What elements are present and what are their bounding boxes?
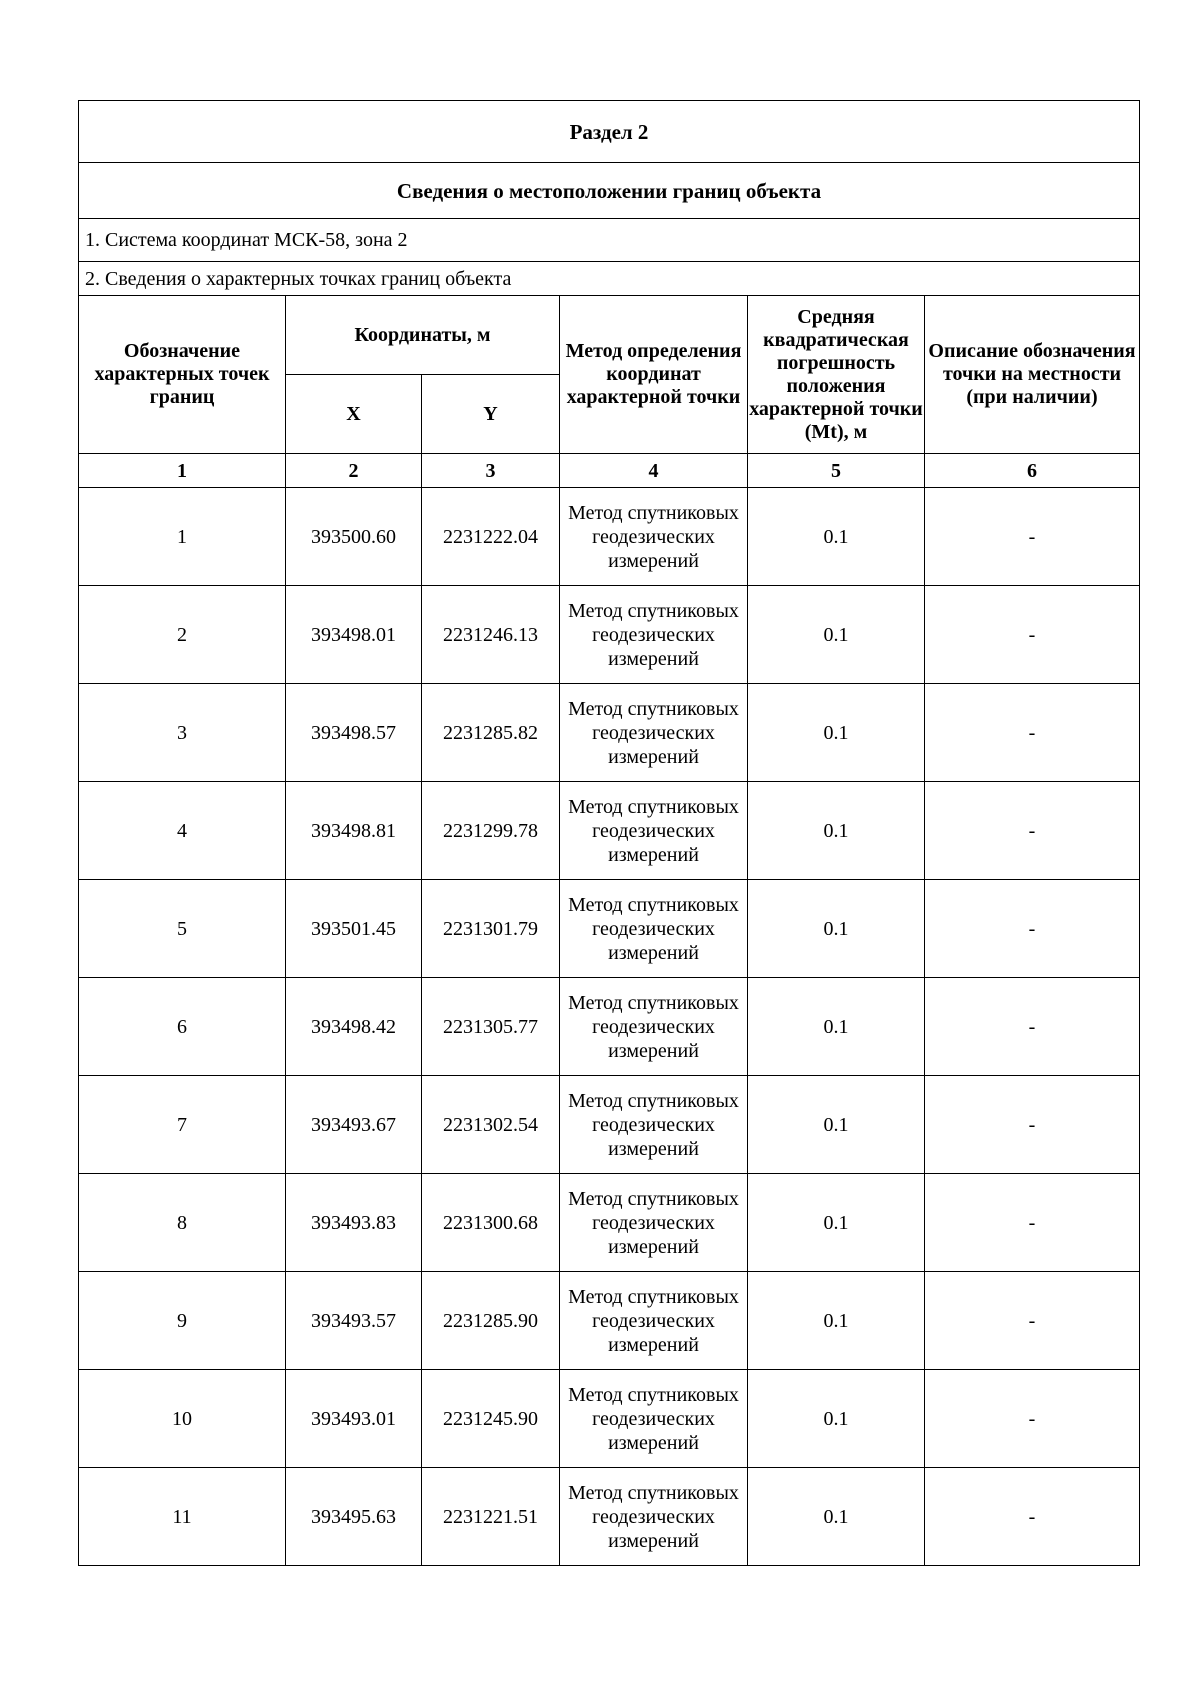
- section-subtitle: Сведения о местоположении границ объекта: [79, 163, 1140, 219]
- column-number: 6: [925, 454, 1140, 488]
- description-cell: -: [925, 1468, 1140, 1566]
- description-cell: -: [925, 488, 1140, 586]
- x-coordinate-cell: 393493.67: [286, 1076, 422, 1174]
- points-info-line: 2. Сведения о характерных точках границ объекта: [79, 262, 1140, 296]
- method-cell: Метод спутниковых геодезических измерений: [560, 1076, 748, 1174]
- table-row: [79, 978, 1140, 1076]
- y-coordinate-cell: 2231221.51: [422, 1468, 560, 1566]
- header-x: X: [286, 375, 422, 454]
- point-number-cell: 7: [79, 1076, 286, 1174]
- header-coordinates: Координаты, м: [286, 296, 560, 375]
- coordinate-system-line: 1. Система координат МСК-58, зона 2: [79, 219, 1140, 262]
- column-number: 4: [560, 454, 748, 488]
- error-cell: 0.1: [748, 586, 925, 684]
- table-row: [79, 586, 1140, 684]
- method-cell: Метод спутниковых геодезических измерений: [560, 488, 748, 586]
- header-designation: Обозначение характерных точек границ: [79, 296, 286, 454]
- table-row: [79, 1468, 1140, 1566]
- y-coordinate-cell: 2231245.90: [422, 1370, 560, 1468]
- y-coordinate-cell: 2231222.04: [422, 488, 560, 586]
- y-coordinate-cell: 2231300.68: [422, 1174, 560, 1272]
- method-cell: Метод спутниковых геодезических измерений: [560, 1370, 748, 1468]
- description-cell: -: [925, 782, 1140, 880]
- point-number-cell: 4: [79, 782, 286, 880]
- method-cell: Метод спутниковых геодезических измерений: [560, 1468, 748, 1566]
- table-row: [79, 1174, 1140, 1272]
- error-cell: 0.1: [748, 1076, 925, 1174]
- x-coordinate-cell: 393498.01: [286, 586, 422, 684]
- error-cell: 0.1: [748, 1174, 925, 1272]
- header-description: Описание обозначения точки на местности (при наличии): [925, 296, 1140, 454]
- table-row: [79, 880, 1140, 978]
- point-number-cell: 1: [79, 488, 286, 586]
- point-number-cell: 6: [79, 978, 286, 1076]
- y-coordinate-cell: 2231301.79: [422, 880, 560, 978]
- x-coordinate-cell: 393493.01: [286, 1370, 422, 1468]
- point-number-cell: 2: [79, 586, 286, 684]
- x-coordinate-cell: 393493.57: [286, 1272, 422, 1370]
- column-number: 1: [79, 454, 286, 488]
- description-cell: -: [925, 1174, 1140, 1272]
- column-number: 3: [422, 454, 560, 488]
- header-error: Средняя квадратическая погрешность положения характерной точки (Mt), м: [748, 296, 925, 454]
- y-coordinate-cell: 2231305.77: [422, 978, 560, 1076]
- description-cell: -: [925, 1272, 1140, 1370]
- y-coordinate-cell: 2231285.90: [422, 1272, 560, 1370]
- table-row: [79, 782, 1140, 880]
- error-cell: 0.1: [748, 1468, 925, 1566]
- description-cell: -: [925, 978, 1140, 1076]
- error-cell: 0.1: [748, 684, 925, 782]
- point-number-cell: 11: [79, 1468, 286, 1566]
- description-cell: -: [925, 586, 1140, 684]
- point-number-cell: 10: [79, 1370, 286, 1468]
- y-coordinate-cell: 2231299.78: [422, 782, 560, 880]
- method-cell: Метод спутниковых геодезических измерений: [560, 586, 748, 684]
- point-number-cell: 3: [79, 684, 286, 782]
- column-number: 5: [748, 454, 925, 488]
- error-cell: 0.1: [748, 782, 925, 880]
- x-coordinate-cell: 393501.45: [286, 880, 422, 978]
- error-cell: 0.1: [748, 978, 925, 1076]
- description-cell: -: [925, 880, 1140, 978]
- y-coordinate-cell: 2231285.82: [422, 684, 560, 782]
- table-row: [79, 1076, 1140, 1174]
- description-cell: -: [925, 1076, 1140, 1174]
- x-coordinate-cell: 393500.60: [286, 488, 422, 586]
- y-coordinate-cell: 2231302.54: [422, 1076, 560, 1174]
- error-cell: 0.1: [748, 880, 925, 978]
- method-cell: Метод спутниковых геодезических измерений: [560, 978, 748, 1076]
- x-coordinate-cell: 393493.83: [286, 1174, 422, 1272]
- boundary-table: [78, 100, 1140, 1566]
- document-page: [78, 100, 1139, 1566]
- method-cell: Метод спутниковых геодезических измерений: [560, 1174, 748, 1272]
- error-cell: 0.1: [748, 1370, 925, 1468]
- table-row: [79, 488, 1140, 586]
- header-method: Метод определения координат характерной точки: [560, 296, 748, 454]
- description-cell: -: [925, 684, 1140, 782]
- x-coordinate-cell: 393498.42: [286, 978, 422, 1076]
- section-title: Раздел 2: [79, 101, 1140, 163]
- header-y: Y: [422, 375, 560, 454]
- y-coordinate-cell: 2231246.13: [422, 586, 560, 684]
- point-number-cell: 8: [79, 1174, 286, 1272]
- error-cell: 0.1: [748, 1272, 925, 1370]
- description-cell: -: [925, 1370, 1140, 1468]
- method-cell: Метод спутниковых геодезических измерений: [560, 684, 748, 782]
- method-cell: Метод спутниковых геодезических измерений: [560, 782, 748, 880]
- point-number-cell: 9: [79, 1272, 286, 1370]
- x-coordinate-cell: 393495.63: [286, 1468, 422, 1566]
- method-cell: Метод спутниковых геодезических измерений: [560, 1272, 748, 1370]
- table-row: [79, 1370, 1140, 1468]
- error-cell: 0.1: [748, 488, 925, 586]
- x-coordinate-cell: 393498.81: [286, 782, 422, 880]
- method-cell: Метод спутниковых геодезических измерений: [560, 880, 748, 978]
- x-coordinate-cell: 393498.57: [286, 684, 422, 782]
- table-row: [79, 684, 1140, 782]
- column-number: 2: [286, 454, 422, 488]
- point-number-cell: 5: [79, 880, 286, 978]
- table-row: [79, 1272, 1140, 1370]
